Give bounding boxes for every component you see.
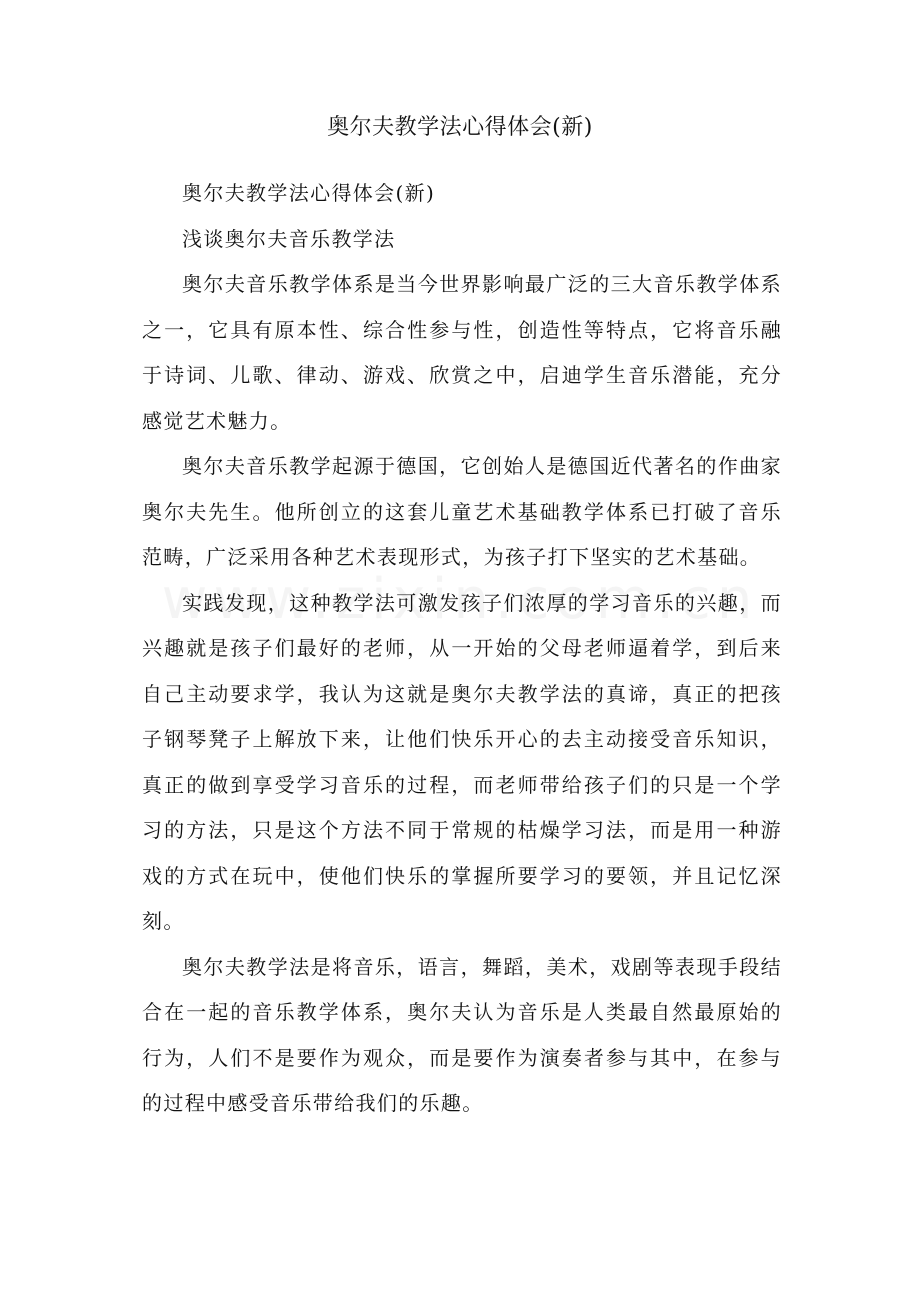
document-body [142, 171, 782, 1127]
paragraph: 实践发现，这种教学法可激发孩子们浓厚的学习音乐的兴趣，而兴趣就是孩子们最好的老师，从一开始的父母老师逼着学，到后来自己主动要求学，我认为这就是奥尔夫教学法的真谛，真正的把孩子钢琴凳子上解放下来，让他们快乐开心的去主动接受音乐知识，真正的做到享受学习音乐的过程，而老师带给孩子们的只是一个学习的方法，只是这个方法不同于常规的枯燥学习法，而是用一种游戏的方式在玩中，使他们快乐的掌握所要学习的要领，并且记忆深刻。 [142, 590, 782, 933]
document-title: 奥尔夫教学法心得体会(新) [327, 115, 593, 140]
paragraph: 奥尔夫教学法是将音乐，语言，舞蹈，美术，戏剧等表现手段结合在一起的音乐教学体系，奥尔夫认为音乐是人类最自然最原始的行为，人们不是要作为观众，而是要作为演奏者参与其中，在参与的过程中感受音乐带给我们的乐趣。 [142, 954, 782, 1115]
paragraph: 奥尔夫音乐教学体系是当今世界影响最广泛的三大音乐教学体系之一，它具有原本性、综合性参与性，创造性等特点，它将音乐融于诗词、儿歌、律动、游戏、欣赏之中，启迪学生音乐潜能，充分感觉艺术魅力。 [142, 272, 782, 433]
paragraph: 奥尔夫音乐教学起源于德国，它创始人是德国近代著名的作曲家奥尔夫先生。他所创立的这套儿童艺术基础教学体系已打破了音乐范畴，广泛采用各种艺术表现形式，为孩子打下坚实的艺术基础。 [142, 454, 782, 569]
document-subtitle: 奥尔夫教学法心得体会(新) [182, 181, 436, 205]
section-heading: 浅谈奥尔夫音乐教学法 [182, 226, 396, 251]
